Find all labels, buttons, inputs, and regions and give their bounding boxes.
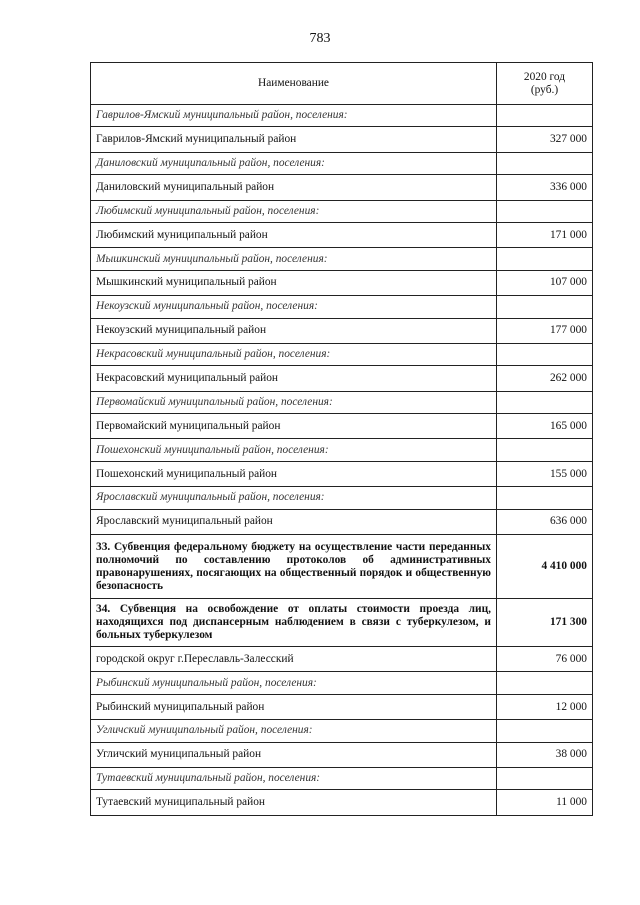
table-row: [91, 152, 593, 174]
row-name: Даниловский муниципальный район, поселения:: [91, 152, 497, 174]
row-amount: [497, 487, 593, 509]
table-row: [91, 461, 593, 486]
table-row: [91, 366, 593, 391]
row-name: Тутаевский муниципальный район, поселения:: [91, 767, 497, 789]
table-row: [91, 127, 593, 152]
row-amount: 107 000: [497, 270, 593, 295]
row-name: Любимский муниципальный район: [91, 222, 497, 247]
table-row: [91, 672, 593, 694]
row-amount: [497, 248, 593, 270]
row-name: Пошехонский муниципальный район: [91, 461, 497, 486]
row-name: Гаврилов-Ямский муниципальный район: [91, 127, 497, 152]
table-row: [91, 439, 593, 461]
row-amount: 336 000: [497, 175, 593, 200]
table-row: [91, 767, 593, 789]
table-row: [91, 200, 593, 222]
row-amount: [497, 672, 593, 694]
table-body: [91, 105, 593, 816]
row-name: Пошехонский муниципальный район, поселения:: [91, 439, 497, 461]
table-row: [91, 343, 593, 365]
row-name: 33. Субвенция федеральному бюджету на осуществление части переданных полномочий по составлению протоколов об административных правонарушениях, посягающих на общественный порядок и общественную безопасность: [91, 535, 497, 599]
row-name: Тутаевский муниципальный район: [91, 790, 497, 815]
header-amount: [497, 63, 593, 105]
header-amount-unit: (руб.): [530, 83, 559, 96]
row-amount: [497, 720, 593, 742]
row-name: Даниловский муниципальный район: [91, 175, 497, 200]
row-name: городской округ г.Переславль-Залесский: [91, 647, 497, 672]
table-row: [91, 509, 593, 534]
table-row: [91, 535, 593, 599]
row-amount: 636 000: [497, 509, 593, 534]
table-row: [91, 414, 593, 439]
row-name: Ярославский муниципальный район, поселения:: [91, 487, 497, 509]
row-name: Некоузский муниципальный район, поселения:: [91, 296, 497, 318]
row-amount: 11 000: [497, 790, 593, 815]
table-row: [91, 222, 593, 247]
row-amount: [497, 391, 593, 413]
row-name: Ярославский муниципальный район: [91, 509, 497, 534]
budget-table: [90, 62, 593, 816]
row-name: Первомайский муниципальный район: [91, 414, 497, 439]
row-amount: 262 000: [497, 366, 593, 391]
table-row: [91, 487, 593, 509]
row-amount: [497, 105, 593, 127]
row-amount: 76 000: [497, 647, 593, 672]
page-number: 783: [309, 31, 331, 46]
row-name: 34. Субвенция на освобождение от оплаты стоимости проезда лиц, находящихся под диспансерным наблюдением в связи с туберкулезом, и больных туберкулезом: [91, 599, 497, 647]
table-header-row: [91, 63, 593, 105]
row-amount: 4 410 000: [497, 535, 593, 599]
row-name: Рыбинский муниципальный район: [91, 694, 497, 719]
table-row: [91, 599, 593, 647]
header-amount-year: 2020 год: [523, 70, 566, 83]
row-amount: [497, 439, 593, 461]
header-name: Наименование: [91, 63, 497, 105]
row-name: Любимский муниципальный район, поселения:: [91, 200, 497, 222]
row-amount: 12 000: [497, 694, 593, 719]
table-row: [91, 391, 593, 413]
table-row: [91, 105, 593, 127]
table-row: [91, 790, 593, 815]
row-name: Гаврилов-Ямский муниципальный район, поселения:: [91, 105, 497, 127]
row-name: Некрасовский муниципальный район, поселения:: [91, 343, 497, 365]
table-row: [91, 318, 593, 343]
row-amount: 155 000: [497, 461, 593, 486]
table-row: [91, 720, 593, 742]
row-amount: [497, 343, 593, 365]
table-row: [91, 694, 593, 719]
row-amount: 327 000: [497, 127, 593, 152]
table-row: [91, 742, 593, 767]
row-amount: [497, 296, 593, 318]
row-amount: 171 000: [497, 222, 593, 247]
table-row: [91, 175, 593, 200]
row-amount: [497, 152, 593, 174]
table-row: [91, 248, 593, 270]
row-name: Некрасовский муниципальный район: [91, 366, 497, 391]
table-row: [91, 270, 593, 295]
row-name: Первомайский муниципальный район, поселения:: [91, 391, 497, 413]
row-amount: 165 000: [497, 414, 593, 439]
row-name: Рыбинский муниципальный район, поселения:: [91, 672, 497, 694]
table-row: [91, 647, 593, 672]
table-row: [91, 296, 593, 318]
row-amount: 171 300: [497, 599, 593, 647]
row-name: Угличский муниципальный район, поселения:: [91, 720, 497, 742]
row-name: Мышкинский муниципальный район, поселения:: [91, 248, 497, 270]
row-amount: 177 000: [497, 318, 593, 343]
row-amount: 38 000: [497, 742, 593, 767]
row-amount: [497, 767, 593, 789]
row-name: Угличский муниципальный район: [91, 742, 497, 767]
row-name: Мышкинский муниципальный район: [91, 270, 497, 295]
row-amount: [497, 200, 593, 222]
row-name: Некоузский муниципальный район: [91, 318, 497, 343]
